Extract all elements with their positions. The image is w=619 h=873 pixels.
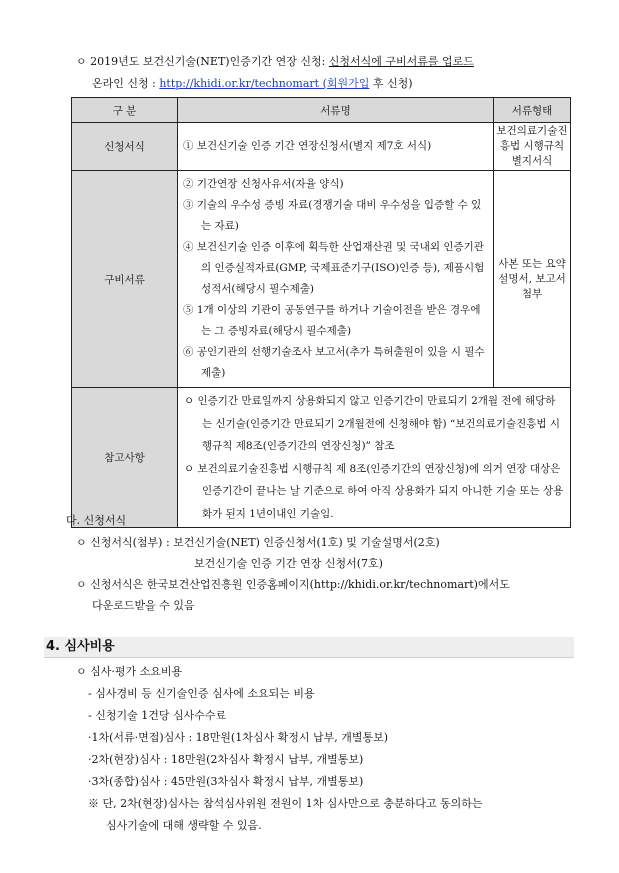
- fees-section-heading: [44, 637, 574, 658]
- row-category-application: 신청서식: [72, 123, 178, 171]
- forms-section-title: 다. 신청서식: [66, 514, 127, 527]
- fees-line: ·3차(종합)심사 : 45만원(3차심사 확정시 납부, 개별통보): [88, 775, 364, 788]
- signup-note: (회원가입: [322, 77, 370, 90]
- header-category: 구 분: [72, 98, 178, 123]
- forms-line: 보건신기술 인증 기간 연장 신청서(7호): [194, 557, 383, 570]
- row-category-documents: 구비서류: [72, 171, 178, 388]
- application-form-doc: ① 보건신기술 인증 기간 연장신청서(별지 제7호 서식): [178, 123, 494, 171]
- table-row: [72, 171, 571, 388]
- intro-heading-text: 2019년도 보건신기술(NET)인증기간 연장 신청:: [90, 55, 329, 68]
- documents-list: [178, 171, 494, 388]
- header-document-form: 서류형태: [494, 98, 571, 123]
- fees-line: ※ 단, 2차(현장)심사는 참석심사위원 전원이 1차 심사만으로 충분하다고 동의하는: [88, 797, 483, 810]
- list-item: ④ 보건신기술 인증 이후에 획득한 산업재산권 및 국내외 인증기관의 인증실적자료(GMP, 국제표준기구(ISO)인증 등), 제품시험성적서(해당시 필수제출): [183, 241, 485, 295]
- notes-content: [178, 388, 571, 528]
- list-item: ㅇ 인증기간 만료일까지 상용화되지 않고 인증기간이 만료되기 2개월 전에 해당하는 신기술(인증기간 만료되기 2개월전에 신청해야 함) “보건의료기술진흥법 시행규칙 제8조(인증기간의 연장신청)” 참조: [184, 395, 561, 452]
- list-item: ② 기간연장 신청사유서(자율 양식): [183, 178, 344, 190]
- forms-line: 다운로드받을 수 있음: [92, 599, 195, 612]
- intro-heading-underlined: 신청서식에 구비서류를 업로드: [328, 55, 474, 68]
- required-documents-table: [71, 97, 571, 528]
- forms-line: ㅇ 신청서식은 한국보건산업진흥원 인증홈페이지(http://khidi.or.kr/technomart)에서도: [76, 578, 510, 591]
- bullet: ㅇ: [76, 55, 87, 68]
- forms-line: ㅇ 신청서식(첨부) : 보건신기술(NET) 인증신청서(1호) 및 기술설명서(2호): [76, 536, 440, 549]
- documents-form-type: 사본 또는 요약설명서, 보고서 첨부: [494, 171, 571, 388]
- fees-line: 심사기술에 대해 생략할 수 있음.: [106, 819, 262, 832]
- online-application-line: [92, 76, 413, 92]
- online-suffix: 후 신청): [369, 77, 413, 90]
- row-category-notes: 참고사항: [72, 388, 178, 528]
- fees-section-title: 4. 심사비용: [46, 639, 115, 654]
- list-item: ⑥ 공인기관의 선행기술조사 보고서(추가 특허출원이 있을 시 필수제출): [183, 346, 485, 379]
- intro-heading: [76, 54, 474, 70]
- fees-line: ·1차(서류·면접)심사 : 18만원(1차심사 확정시 납부, 개별통보): [88, 731, 388, 744]
- table-row: [72, 123, 571, 171]
- fees-line: ㅇ 심사·평가 소요비용: [76, 665, 183, 678]
- table-header-row: [72, 98, 571, 123]
- application-form-type: 보건의료기술진흥법 시행규칙 별지서식: [494, 123, 571, 171]
- online-label: 온라인 신청 :: [92, 77, 160, 90]
- list-item: ⑤ 1개 이상의 기관이 공동연구를 하거나 기술이전을 받은 경우에는 그 증빙자료(해당시 필수제출): [183, 304, 481, 337]
- list-item: ㅇ 보건의료기술진흥법 시행규칙 제 8조(인증기간의 연장신청)에 의거 연장 대상은 인증기간이 끝나는 날 기준으로 하여 아직 상용화가 되지 아니한 기술 또는 상용화가 된지 1년이내인 기술임.: [184, 462, 564, 520]
- fees-line: - 신청기술 1건당 심사수수료: [88, 709, 227, 722]
- list-item: ③ 기술의 우수성 증빙 자료(경쟁기술 대비 우수성을 입증할 수 있는 자료): [183, 199, 482, 232]
- table-row: [72, 388, 571, 528]
- header-document-name: 서류명: [178, 98, 494, 123]
- technomart-link[interactable]: http://khidi.or.kr/technomart: [159, 77, 320, 90]
- fees-line: - 심사경비 등 신기술인증 심사에 소요되는 비용: [88, 687, 315, 700]
- fees-line: ·2차(현장)심사 : 18만원(2차심사 확정시 납부, 개별통보): [88, 753, 364, 766]
